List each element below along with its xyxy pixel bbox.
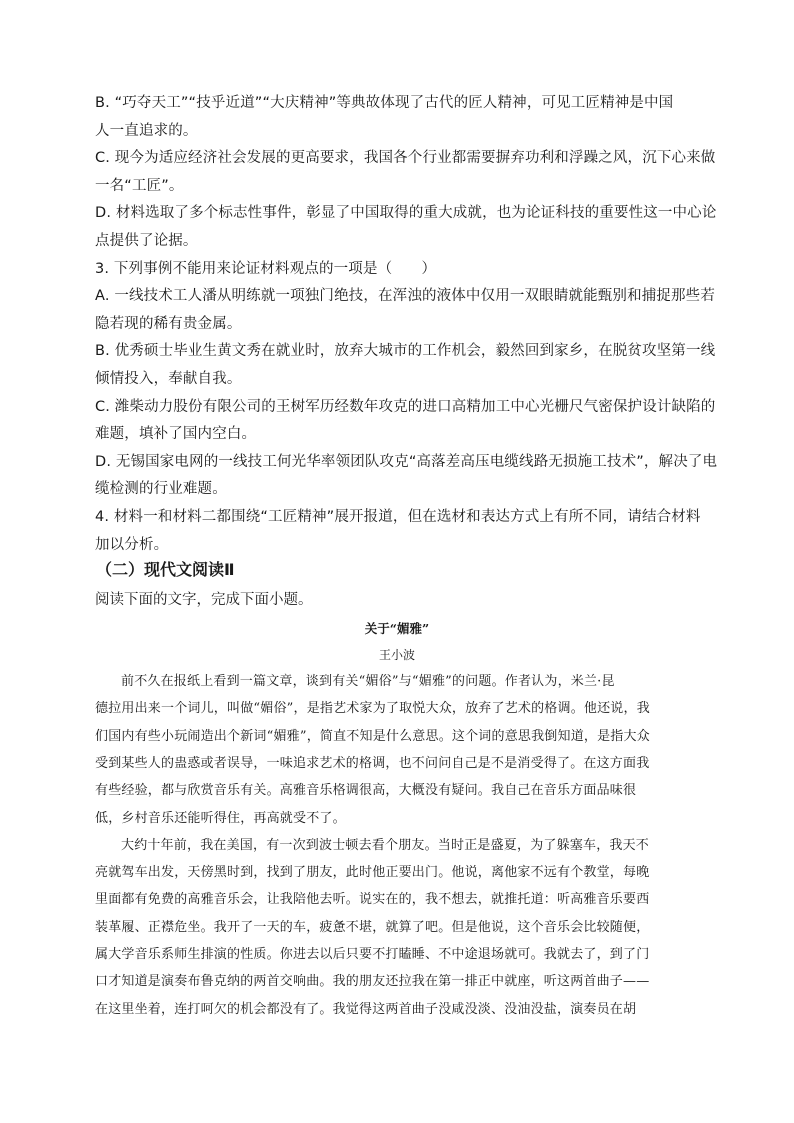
question-line: 一名“工匠”。 bbox=[95, 177, 184, 194]
article-line: 口才知道是演奏布鲁克纳的两首交响曲。我的朋友还拉我在第一排正中就座，听这两首曲子—— bbox=[95, 974, 650, 990]
question-line: 难题，填补了国内空白。 bbox=[95, 426, 257, 443]
article-line: 大约十年前，我在美国，有一次到波士顿去看个朋友。当时正是盛夏，为了躲塞车，我天不 bbox=[121, 837, 650, 853]
question-line: B. “巧夺天工”“技乎近道”“大庆精神”等典故体现了古代的匠人精神，可见工匠精神是中国 bbox=[95, 95, 674, 111]
question-line: B. 优秀硕士毕业生黄文秀在就业时，放弃大城市的工作机会，毅然回到家乡，在脱贫攻坚第一线 bbox=[95, 343, 716, 360]
question-line: 4. 材料一和材料二都围绕“工匠精神”展开报道，但在选材和表达方式上有所不同，请结合材料 bbox=[95, 509, 701, 525]
article-line: 前不久在报纸上看到一篇文章，谈到有关“媚俗”与“媚雅”的问题。作者认为，米兰·昆 bbox=[121, 674, 615, 689]
question-line: 倾情投入，奉献自我。 bbox=[95, 371, 242, 387]
question-line: D. 无锡国家电网的一线技工何光华率领团队攻克“高落差高压电缆线路无损施工技术”，解决了电 bbox=[95, 453, 718, 470]
article-line: 里面都有免费的高雅音乐会，让我陪他去听。说实在的，我不想去，就推托道：听高雅音乐要西 bbox=[95, 892, 650, 908]
question-line: 隐若现的稀有贵金属。 bbox=[95, 315, 242, 332]
question-line: D. 材料选取了多个标志性事件，彰显了中国取得的重大成就，也为论证科技的重要性这一中心论 bbox=[95, 205, 717, 222]
question-line: 加以分析。 bbox=[95, 536, 169, 553]
question-line: 人一直追求的。 bbox=[95, 122, 198, 139]
question-line: 点提供了论据。 bbox=[95, 233, 198, 249]
question-line: 缆检测的行业难题。 bbox=[95, 481, 227, 498]
question-line: A. 一线技术工人潘从明练就一项独门绝技，在浑浊的液体中仅用一双眼睛就能甄别和捕捉那些若 bbox=[95, 288, 715, 305]
question-line: 3. 下列事例不能用来论证材料观点的一项是（ ） bbox=[95, 260, 437, 277]
article-line: 有些经验，都与欣赏音乐有关。高雅音乐格调很高，大概没有疑问。我自己在音乐方面品味很 bbox=[95, 783, 637, 799]
article-title: 关于“媚雅” bbox=[364, 621, 430, 636]
article-line: 装革履、正襟危坐。我开了一天的车，疲惫不堪，就算了吧。但是他说，这个音乐会比较随便， bbox=[95, 919, 650, 935]
article-line: 低，乡村音乐还能听得住，再高就受不了。 bbox=[95, 810, 346, 826]
article-line: 们国内有些小玩闹造出个新词“媚雅”，简直不知是什么意思。这个词的意思我倒知道，是指大众 bbox=[95, 728, 650, 744]
section-heading: （二）现代文阅读Ⅱ bbox=[96, 560, 235, 579]
article-line: 在这里坐着，连打呵欠的机会都没有了。我觉得这两首曲子没咸没淡、没油没盐，演奏员在胡 bbox=[95, 1001, 637, 1017]
reading-instruction: 阅读下面的文字，完成下面小题。 bbox=[95, 592, 313, 608]
question-line: C. 潍柴动力股份有限公司的王树军历经数年攻克的进口高精加工中心光栅尺气密保护设计缺陷的 bbox=[95, 398, 716, 415]
article-line: 受到某些人的蛊惑或者误导，一味追求艺术的格调，也不问问自己是不是消受得了。在这方面我 bbox=[95, 755, 650, 771]
article-line: 亮就驾车出发，天傍黑时到，找到了朋友，此时他正要出门。他说，离他家不远有个教堂，每晚 bbox=[95, 865, 650, 881]
article-author: 王小波 bbox=[378, 648, 415, 662]
article-line: 德拉用出来一个词儿，叫做“媚俗”，是指艺术家为了取悦大众，放弃了艺术的格调。他还说，我 bbox=[95, 701, 650, 717]
article-line: 属大学音乐系师生排演的性质。你进去以后只要不打瞌睡、不中途退场就可。我就去了，到了门 bbox=[95, 947, 650, 962]
question-line: C. 现今为适应经济社会发展的更高要求，我国各个行业都需要摒弃功利和浮躁之风，沉下心来做 bbox=[95, 150, 716, 167]
